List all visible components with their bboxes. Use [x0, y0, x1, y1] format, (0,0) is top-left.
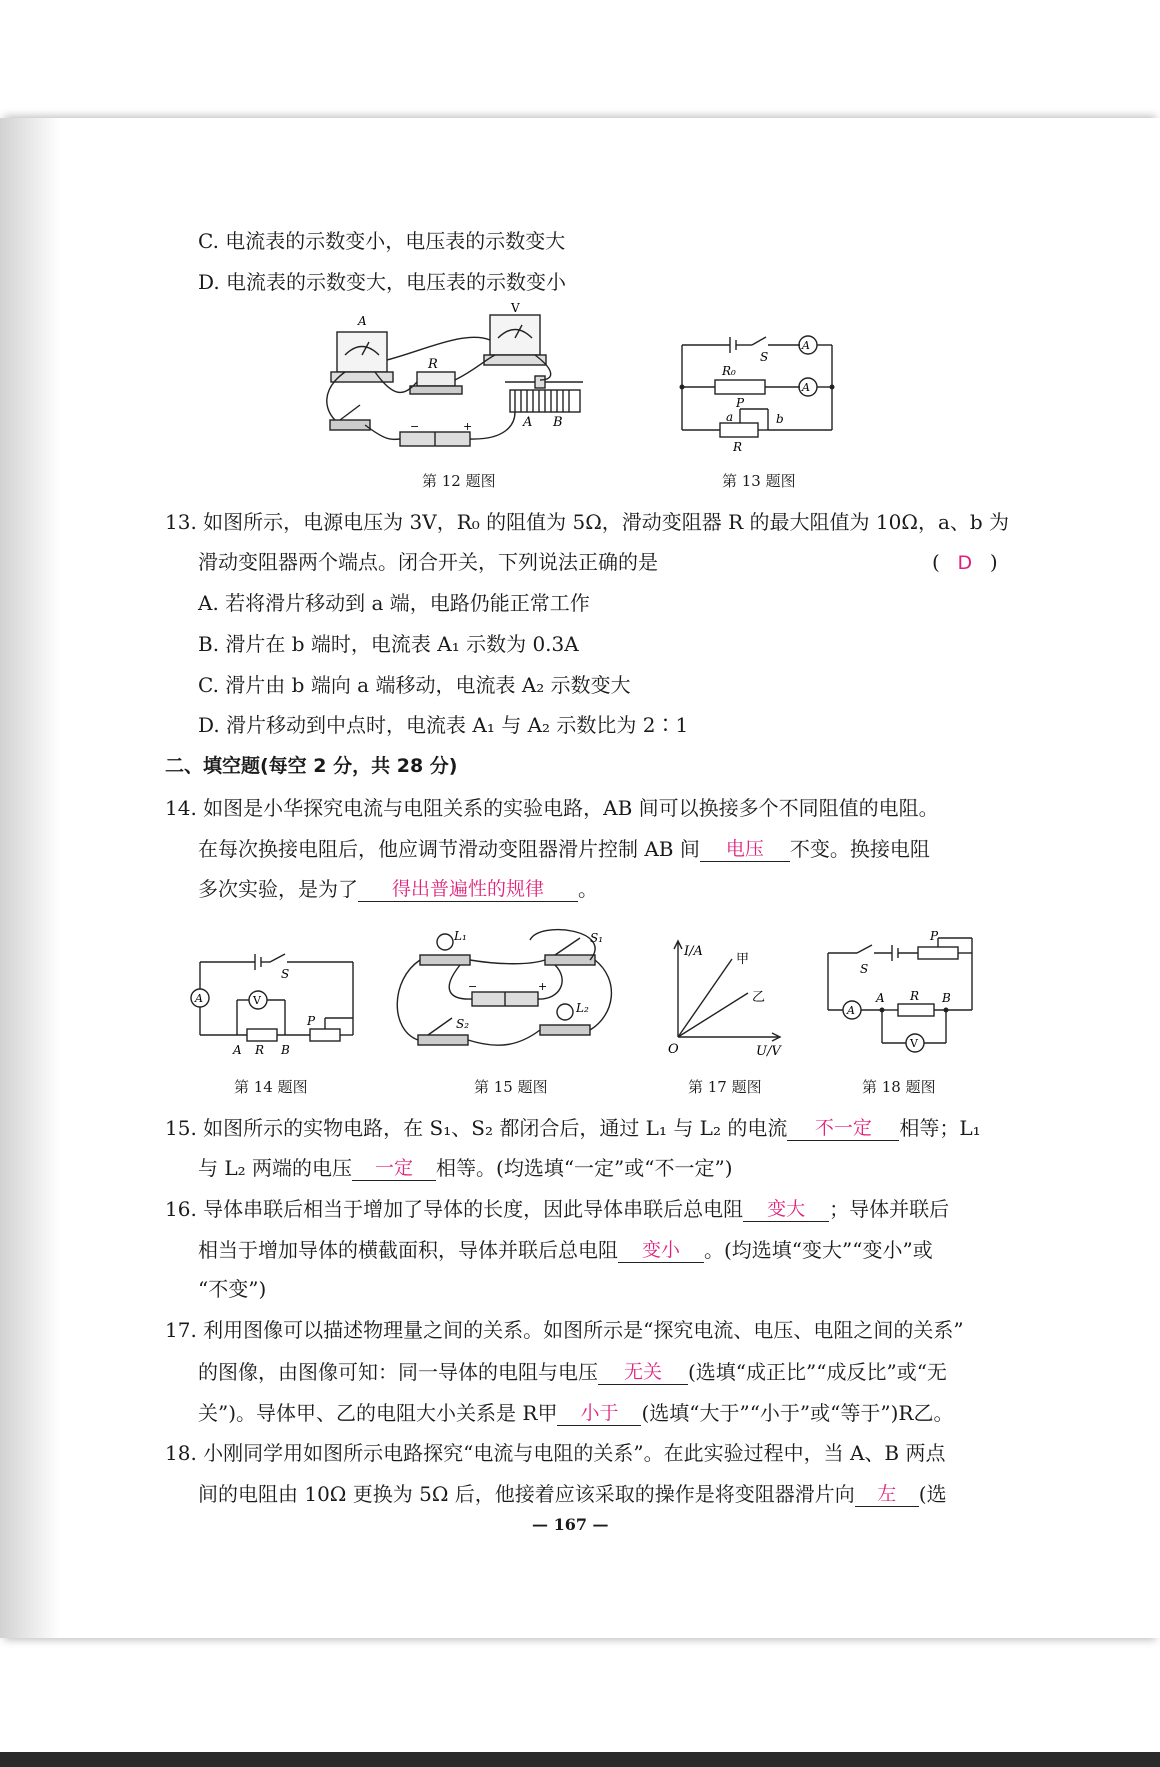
q14-line2-pre: 在每次换接电阻后，他应调节滑动变阻器滑片控制 AB 间 — [198, 837, 700, 861]
q17-line2-post: (选填“成正比”“成反比”或“无 — [688, 1360, 947, 1384]
svg-text:b: b — [776, 412, 784, 426]
svg-text:R₀: R₀ — [722, 364, 736, 378]
page-edge-shadow — [0, 118, 60, 1638]
figure-12-caption: 第 12 题图 — [422, 472, 496, 490]
q13-answer-bracket: ( D ) — [932, 550, 998, 574]
figure-18-caption: 第 18 题图 — [862, 1078, 936, 1096]
svg-text:S₂: S₂ — [456, 1017, 470, 1031]
q13-answer: D — [957, 552, 973, 574]
q16-line3: “不变”) — [198, 1277, 267, 1301]
q14-line3-post: 。 — [578, 877, 598, 901]
q15-answer-1: 不一定 — [814, 1117, 872, 1139]
svg-text:A: A — [802, 339, 810, 352]
q15-line2-post: 相等。(均选填“一定”或“不一定”) — [436, 1156, 733, 1180]
q16-line1-post: ；导体并联后 — [829, 1197, 950, 1221]
q13-option-d: D. 滑片移动到中点时，电流表 A₁ 与 A₂ 示数比为 2∶1 — [198, 713, 689, 737]
svg-text:V: V — [253, 994, 261, 1007]
svg-text:B: B — [553, 415, 563, 430]
figure-14-caption: 第 14 题图 — [234, 1078, 308, 1096]
figure-13 — [670, 325, 840, 455]
svg-text:L₂: L₂ — [576, 1001, 589, 1015]
q16-line2 — [198, 1236, 933, 1263]
svg-text:R: R — [733, 440, 743, 454]
svg-text:−: − — [410, 420, 420, 433]
q14-answer-1: 电压 — [725, 838, 764, 860]
q17-answer-2: 小于 — [580, 1402, 619, 1424]
q17-line2 — [198, 1358, 947, 1385]
figure-17-caption: 第 17 题图 — [688, 1078, 762, 1096]
figure-13-caption: 第 13 题图 — [722, 472, 796, 490]
q18-line2 — [198, 1480, 947, 1507]
q17-line3 — [198, 1399, 953, 1426]
bottom-bar — [0, 1752, 1160, 1767]
q13-option-b: B. 滑片在 b 端时，电流表 A₁ 示数为 0.3A — [198, 632, 579, 656]
q15-line1-pre: 15. 如图所示的实物电路，在 S₁、S₂ 都闭合后，通过 L₁ 与 L₂ 的电流 — [165, 1116, 788, 1140]
svg-text:S: S — [860, 962, 869, 976]
svg-text:A: A — [358, 314, 367, 328]
q14-line2 — [198, 835, 930, 862]
svg-text:V: V — [511, 301, 520, 315]
section-title: 二、填空题(每空 2 分，共 28 分) — [165, 755, 458, 777]
q17-line1: 17. 利用图像可以描述物理量之间的关系。如图所示是“探究电流、电压、电阻之间的关系” — [165, 1318, 964, 1342]
q15-line1-post: 相等；L₁ — [899, 1116, 981, 1140]
svg-text:P: P — [930, 929, 939, 943]
q12-option-d: D. 电流表的示数变大，电压表的示数变小 — [198, 270, 567, 294]
svg-text:R: R — [428, 357, 438, 372]
q18-answer-1: 左 — [877, 1483, 897, 1505]
svg-text:A: A — [847, 1004, 855, 1017]
q16-line2-pre: 相当于增加导体的横截面积，导体并联后总电阻 — [198, 1238, 618, 1262]
svg-text:A: A — [233, 1043, 242, 1057]
svg-text:a: a — [726, 410, 734, 424]
figure-12 — [325, 301, 595, 460]
fig17-origin: O — [668, 1042, 679, 1057]
q16-line1 — [165, 1195, 949, 1222]
fig17-label-yi: 乙 — [752, 990, 766, 1005]
q18-line1: 18. 小刚同学用如图所示电路探究“电流与电阻的关系”。在此实验过程中，当 A、B 两点 — [165, 1441, 946, 1465]
svg-text:P: P — [307, 1014, 316, 1028]
q15-answer-2: 一定 — [375, 1157, 414, 1179]
svg-text:S: S — [760, 350, 769, 364]
figure-15-caption: 第 15 题图 — [474, 1078, 548, 1096]
q18-line2-post: (选 — [918, 1482, 947, 1506]
svg-text:R: R — [910, 989, 920, 1003]
page-number: — 167 — — [532, 1515, 609, 1534]
svg-text:−: − — [468, 980, 478, 993]
svg-text:+: + — [538, 980, 548, 993]
q14-answer-2: 得出普遍性的规律 — [391, 878, 544, 900]
figure-14 — [185, 950, 360, 1060]
fig17-label-jia: 甲 — [736, 952, 750, 967]
svg-text:A: A — [876, 991, 885, 1005]
svg-text:A: A — [523, 415, 533, 430]
svg-text:P: P — [736, 396, 745, 410]
q14-line3-pre: 多次实验，是为了 — [198, 877, 358, 901]
svg-text:A: A — [195, 992, 203, 1005]
fig17-ylabel: I/A — [684, 944, 703, 959]
q16-line1-pre: 16. 导体串联后相当于增加了导体的长度，因此导体串联后总电阻 — [165, 1197, 744, 1221]
q15-line2 — [198, 1154, 733, 1181]
q17-line2-pre: 的图像，由图像可知：同一导体的电阻与电压 — [198, 1360, 598, 1384]
q17-line3-pre: 关”)。导体甲、乙的电阻大小关系是 R甲 — [198, 1401, 558, 1425]
figure-17 — [660, 935, 790, 1060]
q15-line1 — [165, 1114, 981, 1141]
svg-text:S: S — [281, 967, 290, 981]
q17-line3-post: (选填“大于”“小于”或“等于”)R乙。 — [641, 1401, 954, 1425]
svg-text:V: V — [910, 1037, 918, 1050]
q13-option-c: C. 滑片由 b 端向 a 端移动，电流表 A₂ 示数变大 — [198, 673, 631, 697]
svg-text:R: R — [255, 1043, 265, 1057]
svg-text:A: A — [802, 381, 810, 394]
q15-line2-pre: 与 L₂ 两端的电压 — [198, 1156, 353, 1180]
q18-line2-pre: 间的电阻由 10Ω 更换为 5Ω 后，他接着应该采取的操作是将变阻器滑片向 — [198, 1482, 855, 1506]
fig17-line-jia — [678, 959, 732, 1037]
q12-option-c: C. 电流表的示数变小，电压表的示数变大 — [198, 229, 566, 253]
q14-line1: 14. 如图是小华探究电流与电阻关系的实验电路，AB 间可以换接多个不同阻值的电阻。 — [165, 796, 939, 820]
svg-text:+: + — [463, 420, 473, 433]
q13-stem-line1: 13. 如图所示，电源电压为 3V，R₀ 的阻值为 5Ω，滑动变阻器 R 的最大阻值为 10Ω，a、b 为 — [165, 510, 1010, 534]
figure-15 — [390, 920, 620, 1060]
svg-text:S₁: S₁ — [590, 931, 604, 945]
q16-line2-post: 。(均选填“变大”“变小”或 — [704, 1238, 933, 1262]
q13-option-a: A. 若将滑片移动到 a 端，电路仍能正常工作 — [198, 591, 590, 615]
fig17-xlabel: U/V — [756, 1044, 781, 1059]
svg-text:B: B — [281, 1043, 290, 1057]
figure-18 — [822, 928, 982, 1063]
q16-answer-1: 变大 — [767, 1198, 806, 1220]
svg-text:L₁: L₁ — [454, 929, 467, 943]
q17-answer-1: 无关 — [623, 1361, 662, 1383]
q13-stem-line2: 滑动变阻器两个端点。闭合开关，下列说法正确的是 — [198, 550, 658, 574]
svg-text:B: B — [942, 991, 951, 1005]
q14-line3 — [198, 875, 598, 902]
fig17-line-yi — [678, 993, 748, 1037]
q14-line2-post: 不变。换接电阻 — [789, 837, 930, 861]
q16-answer-2: 变小 — [641, 1239, 680, 1261]
